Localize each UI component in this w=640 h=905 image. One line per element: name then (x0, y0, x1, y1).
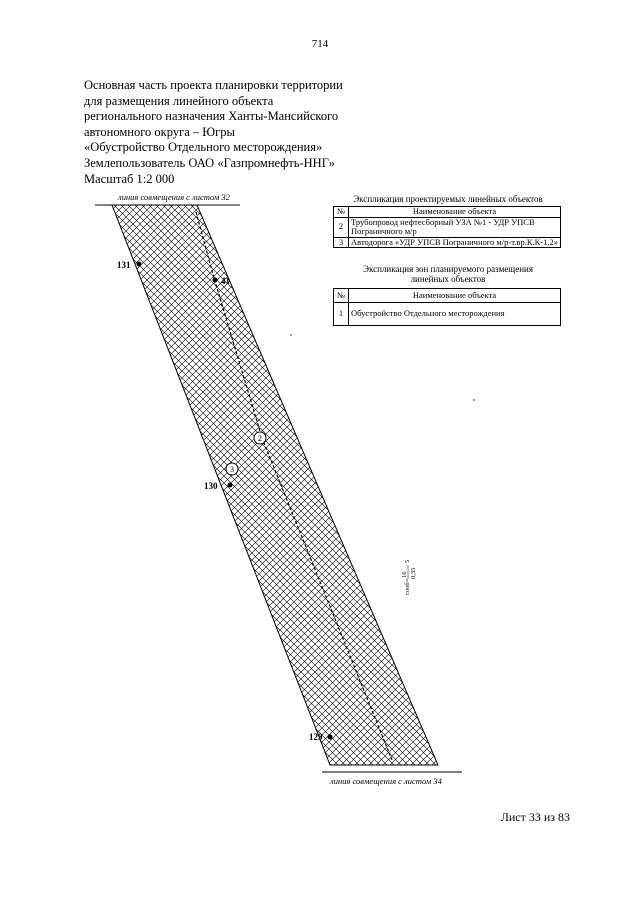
map-dot (290, 334, 291, 335)
page-number: 714 (311, 38, 329, 50)
table1-header-name: Наименование объекта (349, 207, 561, 218)
map-dot (473, 399, 474, 400)
point-129-label: 129 (309, 732, 323, 742)
table-cell: 3 (334, 237, 349, 248)
header-line: Основная часть проекта планировки территории (84, 78, 343, 92)
point-130-label: 130 (204, 481, 218, 491)
header-line: автономного округа – Югры (84, 124, 235, 139)
sheet-number: Лист 33 из 83 (500, 810, 570, 824)
header-line: Землепользователь ОАО «Газпромнефть-ННГ» (84, 155, 335, 170)
point-130-marker (228, 483, 233, 488)
table2-title-line: Экспликация зон планируемого размещения (363, 264, 533, 274)
table2-header-name: Наименование объекта (349, 289, 561, 303)
point-131-label: 131 (117, 260, 131, 270)
table2-header-num: № (334, 289, 349, 303)
object-2-label: 2 (258, 434, 262, 443)
header-line: «Обустройство Отдельного месторождения» (84, 140, 323, 155)
point-41-marker (213, 278, 218, 283)
road-annotation-num: 16 (401, 571, 408, 578)
planning-zone-corridor (112, 205, 438, 765)
match-line-top-label: линия совмещения с листом 32 (118, 192, 230, 202)
table-cell: Автодорога «УДР УПСВ Пограничного м/р-т.вр.К.К-1,2» (349, 237, 561, 248)
table-cell: 2 (334, 217, 349, 237)
road-annotation-prefix: сооб= (404, 578, 411, 595)
point-41-label: 41 (221, 276, 230, 286)
point-131-marker (137, 262, 142, 267)
table-cell: Обустройство Отдельного месторождения (349, 303, 561, 326)
match-line-bottom-label: линия совмещения с листом 34 (330, 776, 442, 786)
point-129-marker (328, 735, 333, 740)
header-line: регионального назначения Ханты-Мансийского (84, 109, 339, 124)
road-annotation (401, 560, 417, 595)
table1-title: Экспликация проектируемых линейных объектов (353, 194, 543, 204)
table-cell: 1 (334, 303, 349, 326)
scale-label: Масштаб 1:2 000 (84, 171, 175, 186)
table2-title-line: линейных объектов (410, 274, 486, 284)
object-3-label: 3 (230, 465, 234, 474)
table1-header-num: № (334, 207, 349, 218)
road-annotation-tail: 5 (404, 559, 411, 563)
header-line: для размещения линейного объекта (84, 93, 274, 108)
road-annotation-den: 0,35 (410, 567, 417, 579)
table-cell: Трубопровод нефтесборный УЗА №1 - УДР УПСВ Пограничного м/р (349, 217, 561, 237)
